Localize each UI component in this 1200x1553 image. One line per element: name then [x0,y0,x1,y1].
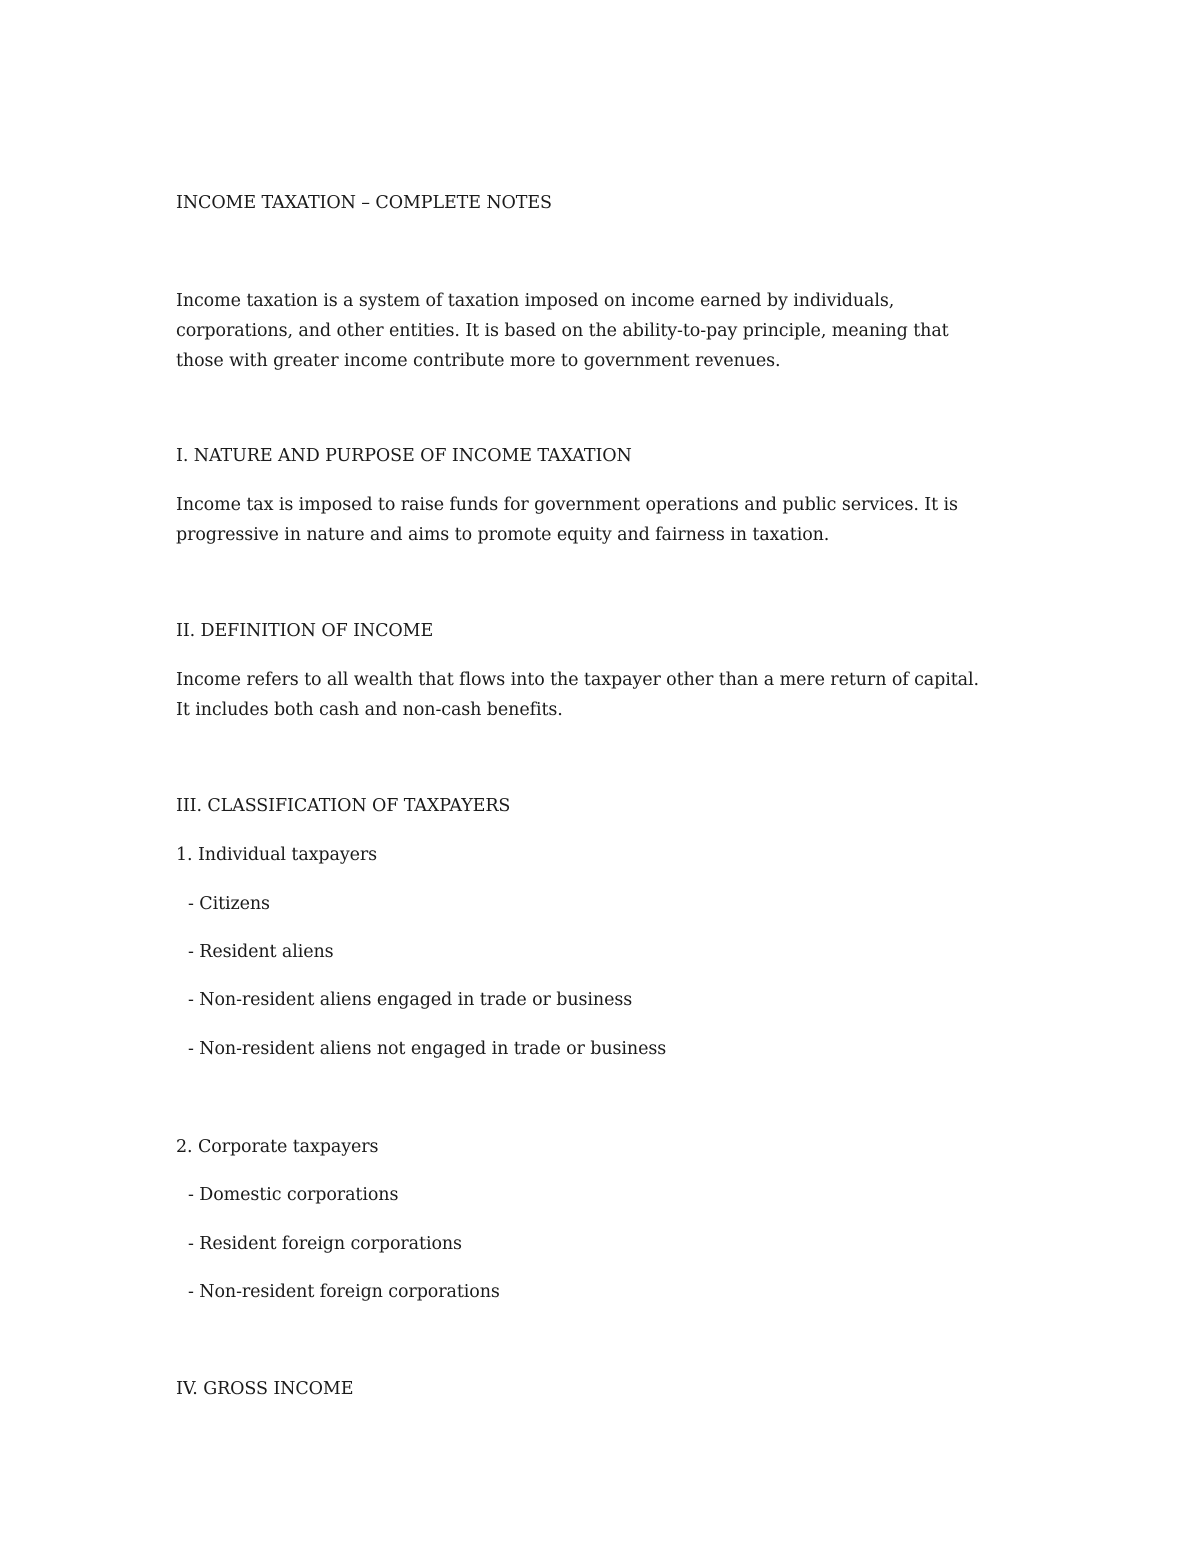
section-2-line-1: Income refers to all wealth that flows into the taxpayer other than a mere return of capital. [176,670,979,690]
section-1-body [176,490,958,550]
section-4-heading: IV. GROSS INCOME [176,1379,354,1399]
list-item-domestic-corporations: - Domestic corporations [188,1185,399,1205]
intro-paragraph [176,286,949,376]
corporate-taxpayers-label: 2. Corporate taxpayers [176,1137,379,1157]
section-2-heading: II. DEFINITION OF INCOME [176,621,434,641]
section-1-line-1: Income tax is imposed to raise funds for government operations and public services. It is [176,495,958,515]
list-item-resident-aliens: - Resident aliens [188,942,334,962]
document-title: INCOME TAXATION – COMPLETE NOTES [176,193,552,213]
intro-line-1: Income taxation is a system of taxation imposed on income earned by individuals, [176,291,895,311]
list-item-nra-engaged: - Non-resident aliens engaged in trade or business [188,990,633,1010]
section-2-line-2: It includes both cash and non-cash benefits. [176,700,563,720]
section-1-heading: I. NATURE AND PURPOSE OF INCOME TAXATION [176,446,632,466]
list-item-nonresident-foreign-corporations: - Non-resident foreign corporations [188,1282,500,1302]
intro-line-3: those with greater income contribute more to government revenues. [176,351,781,371]
section-1-line-2: progressive in nature and aims to promote equity and fairness in taxation. [176,525,830,545]
section-2-body [176,665,979,725]
section-3-heading: III. CLASSIFICATION OF TAXPAYERS [176,796,511,816]
intro-line-2: corporations, and other entities. It is based on the ability-to-pay principle, meaning that [176,321,949,341]
list-item-resident-foreign-corporations: - Resident foreign corporations [188,1234,462,1254]
list-item-nra-not-engaged: - Non-resident aliens not engaged in trade or business [188,1039,667,1059]
individual-taxpayers-label: 1. Individual taxpayers [176,845,378,865]
list-item-citizens: - Citizens [188,894,270,914]
